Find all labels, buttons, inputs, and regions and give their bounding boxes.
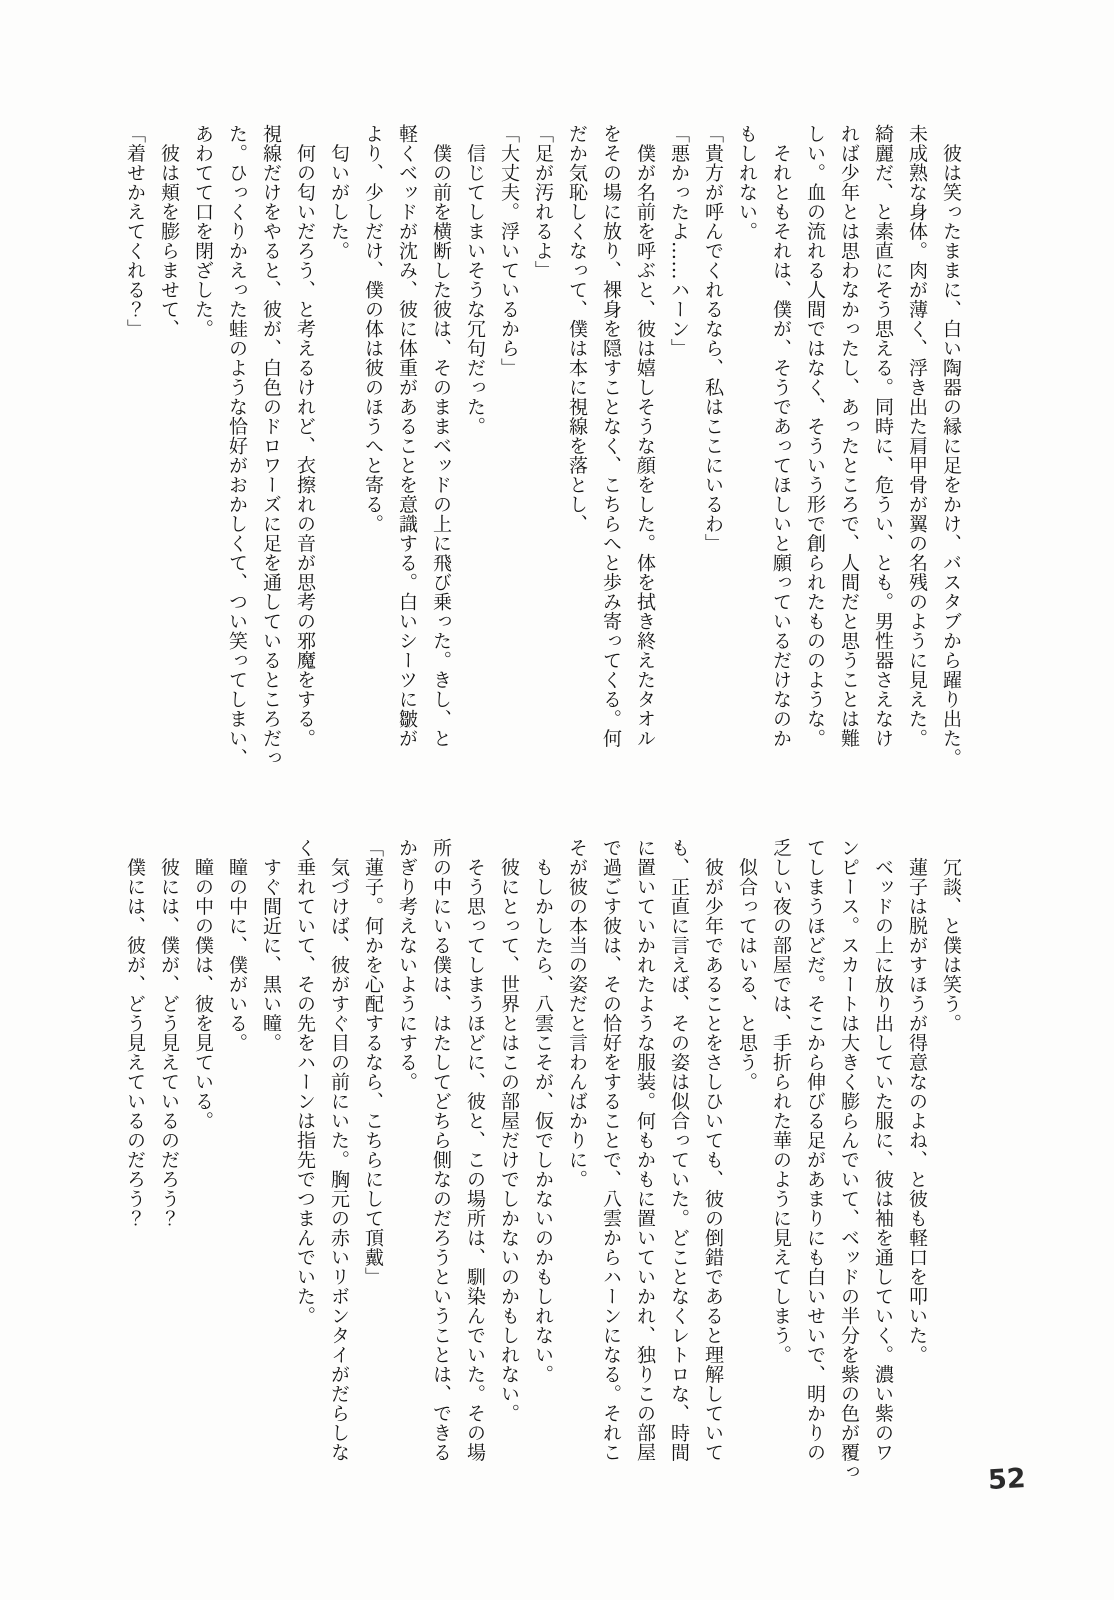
text-line: 僕には、彼が、どう見えているのだろう？ [124, 838, 146, 1228]
text-line: 「蓮子。何かを心配するなら、こちらにして頂戴」 [362, 838, 384, 1287]
text-line: もしかしたら、八雲こそが、仮でしかないのかもしれない。 [532, 838, 554, 1384]
text-line: ベッドの上に放り出していた服に、彼は袖を通していく。濃い紫のワ [872, 838, 894, 1462]
text-line: 何の匂いだろう、と考えるけれど、衣擦れの音が思考の邪魔をする。 [294, 124, 316, 748]
text-line: そが彼の本当の姿だと言わんばかりに。 [566, 838, 588, 1189]
text-line: 彼には、僕が、どう見えているのだろう？ [158, 838, 180, 1228]
text-line: 僕が名前を呼ぶと、彼は嬉しそうな顔をした。体を拭き終えたタオル [634, 124, 656, 748]
text-line: 彼は頬を膨らませて、 [158, 124, 180, 339]
text-line: 綺麗だ、と素直にそう思える。同時に、危うい、とも。男性器さえなけ [872, 124, 894, 748]
text-line: 瞳の中に、僕がいる。 [226, 838, 248, 1053]
text-line: 信じてしまいそうな冗句だった。 [464, 124, 486, 436]
text-line: 気づけば、彼がすぐ目の前にいた。胸元の赤いリボンタイがだらしな [328, 838, 350, 1462]
text-line: そう思ってしまうほどに、彼と、この場所は、馴染んでいた。その場 [464, 838, 486, 1462]
text-line: より、少しだけ、僕の体は彼のほうへと寄る。 [362, 124, 384, 534]
text-line: をその場に放り、裸身を隠すことなく、こちらへと歩み寄ってくる。何 [600, 124, 622, 748]
text-line: てしまうほどだ。そこから伸びる足があまりにも白いせいで、明かりの [804, 838, 826, 1462]
text-line: 所の中にいる僕は、はたしてどちら側なのだろうということは、できる [430, 838, 452, 1462]
text-line: 「着せかえてくれる？」 [124, 124, 146, 339]
text-line: 蓮子は脱がすほうが得意なのよね、と彼も軽口を叩いた。 [906, 838, 928, 1365]
text-line: 匂いがした。 [328, 124, 350, 261]
text-line: しい。血の流れる人間ではなく、そういう形で創られたもののような。 [804, 124, 826, 748]
text-line: 彼は笑ったままに、白い陶器の縁に足をかけ、バスタブから躍り出た。 [940, 124, 962, 768]
text-line: それともそれは、僕が、そうであってほしいと願っているだけなのか [770, 124, 792, 748]
text-line: く垂れていて、その先をハーンは指先でつまんでいた。 [294, 838, 316, 1326]
text-line: 彼にとって、世界とはこの部屋だけでしかないのかもしれない。 [498, 838, 520, 1423]
text-line: だか気恥しくなって、僕は本に視線を落とし、 [566, 124, 588, 534]
text-line: 視線だけをやると、彼が、白色のドロワーズに足を通しているところだっ [260, 124, 282, 768]
text-line: に置いていかれたような服装。何もかもに置いていかれ、独りこの部屋 [634, 838, 656, 1462]
text-line: 未成熟な身体。肉が薄く、浮き出た肩甲骨が翼の名残のように見えた。 [906, 124, 928, 748]
text-line: 彼が少年であることをさしひいても、彼の倒錯であると理解していて [702, 838, 724, 1462]
text-line: れば少年とは思わなかったし、あったところで、人間だと思うことは難 [838, 124, 860, 748]
text-line: 似合ってはいる、と思う。 [736, 838, 758, 1092]
text-line: もしれない。 [736, 124, 758, 241]
text-line: 瞳の中の僕は、彼を見ている。 [192, 838, 214, 1131]
text-line: た。ひっくりかえった蛙のような恰好がおかしくて、つい笑ってしまい、 [226, 124, 248, 768]
text-line: 僕の前を横断した彼は、そのままベッドの上に飛び乗った。きし、と [430, 124, 452, 748]
text-line: ンピース。スカートは大きく膨らんでいて、ベッドの半分を紫の色が覆っ [838, 838, 860, 1482]
vertical-text-block-bottom [118, 838, 968, 1538]
page-number: 52 [987, 1463, 1027, 1496]
text-line: 「足が汚れるよ」 [532, 124, 554, 280]
text-line: あわてて口を閉ざした。 [192, 124, 214, 339]
text-line: 乏しい夜の部屋では、手折られた華のように見えてしまう。 [770, 838, 792, 1365]
text-line: 「悪かったよ……ハーン」 [668, 124, 690, 358]
text-line: すぐ間近に、黒い瞳。 [260, 838, 282, 1053]
text-line: で過ごす彼は、その恰好をすることで、八雲からハーンになる。それこ [600, 838, 622, 1462]
text-line: 「大丈夫。浮いているから」 [498, 124, 520, 378]
text-line: 冗談、と僕は笑う。 [940, 838, 962, 1033]
vertical-text-block-top [118, 124, 968, 824]
text-line: 軽くベッドが沈み、彼に体重があることを意識する。白いシーツに皺が [396, 124, 418, 748]
text-line: 「貴方が呼んでくれるなら、私はここにいるわ」 [702, 124, 724, 553]
text-line: かぎり考えないようにする。 [396, 838, 418, 1092]
text-line: も、正直に言えば、その姿は似合っていた。どことなくレトロな、時間 [668, 838, 690, 1462]
